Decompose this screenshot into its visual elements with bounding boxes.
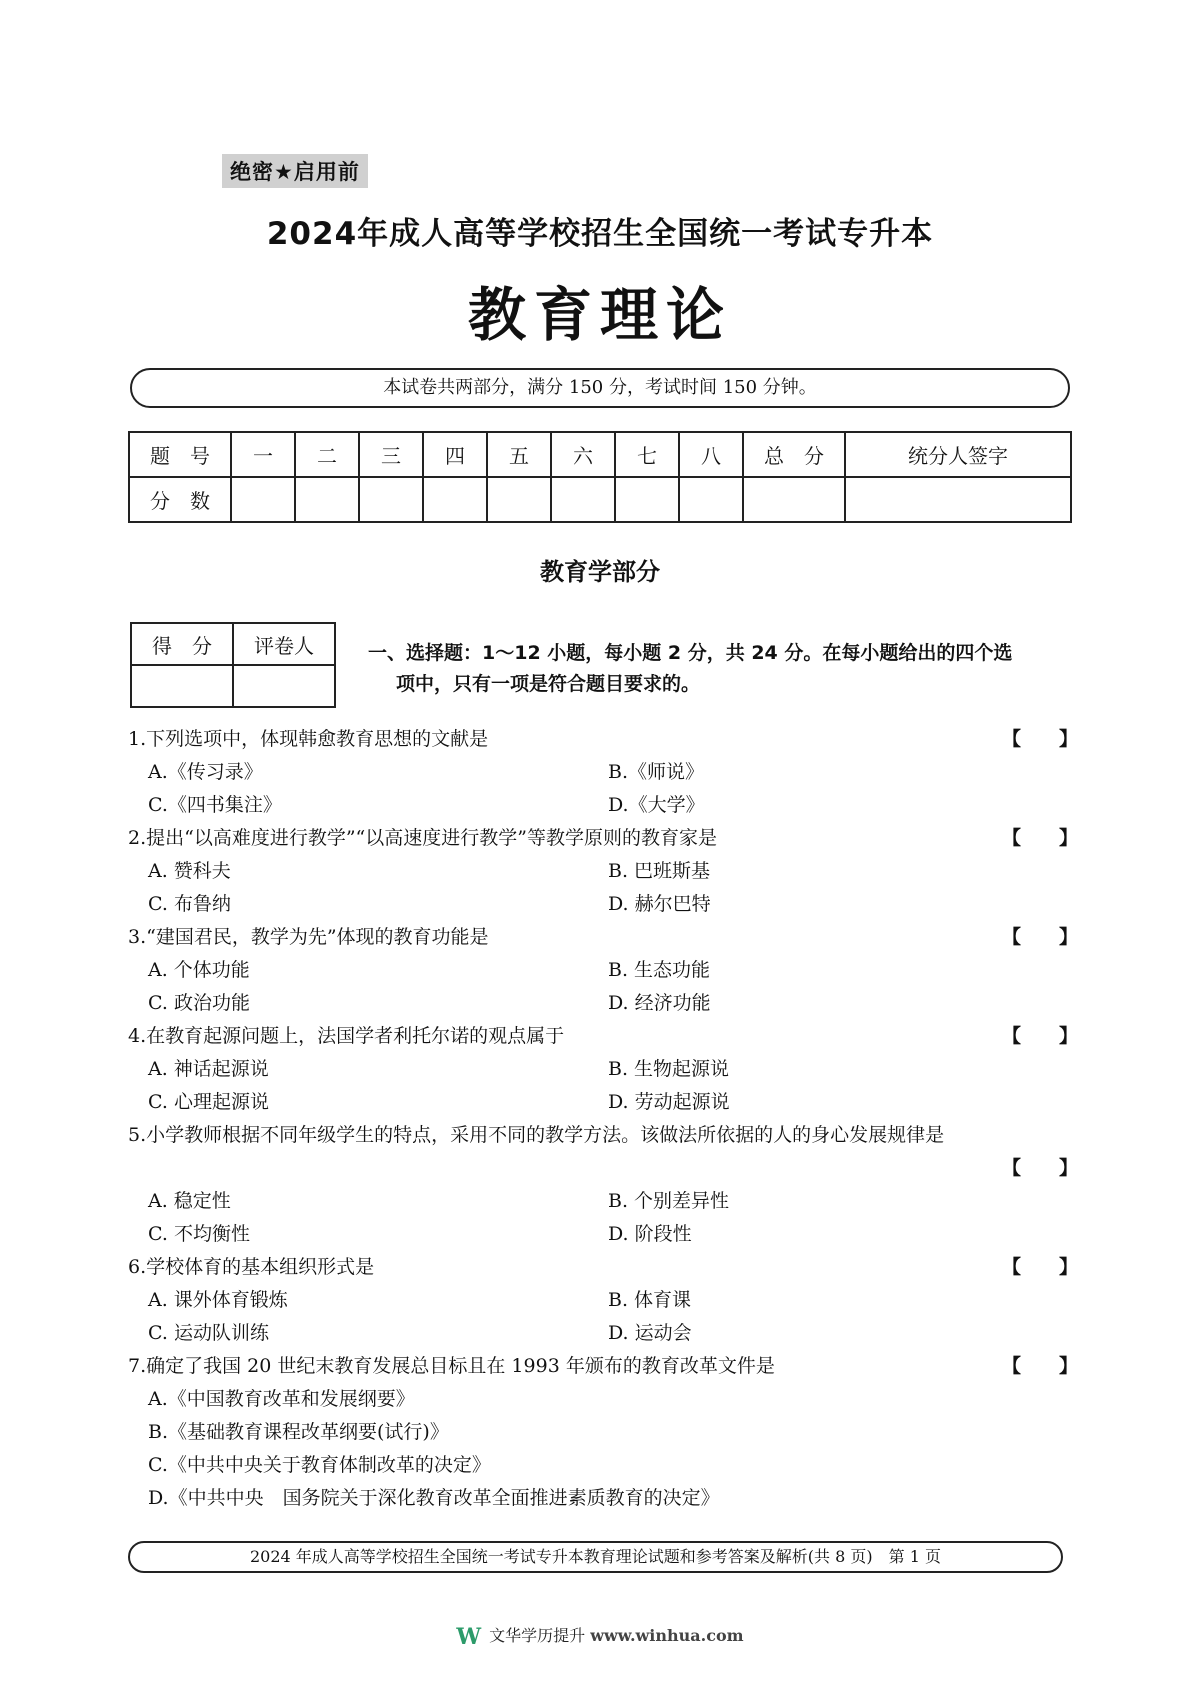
winhua-logo-icon: W xyxy=(456,1623,482,1650)
option: B. 生态功能 xyxy=(608,959,711,981)
score-header-cell: 六 xyxy=(551,432,615,477)
answer-bracket: 【 】 xyxy=(1002,926,1079,948)
answer-bracket: 【 】 xyxy=(1002,1355,1079,1377)
score-header-cell: 题 号 xyxy=(129,432,231,477)
score-cell xyxy=(231,477,295,522)
score-cell xyxy=(845,477,1071,522)
watermark-site: www.winhua.com xyxy=(590,1626,744,1645)
grader-name-label: 评卷人 xyxy=(233,623,335,665)
question-stem: 3.“建国君民，教学为先”体现的教育功能是 xyxy=(128,926,489,948)
grader-score-cell xyxy=(131,665,233,707)
option: C.《中共中央关于教育体制改革的决定》 xyxy=(148,1454,491,1476)
grader-table xyxy=(130,622,336,708)
exam-title: 2024年成人高等学校招生全国统一考试专升本 xyxy=(266,216,934,252)
option: B.《师说》 xyxy=(608,761,705,783)
score-cell xyxy=(615,477,679,522)
score-header-cell: 统分人签字 xyxy=(845,432,1071,477)
score-header-cell: 五 xyxy=(487,432,551,477)
score-header-cell: 一 xyxy=(231,432,295,477)
page-footer: 2024 年成人高等学校招生全国统一考试专升本教育理论试题和参考答案及解析(共 8 页) 第 1 页 xyxy=(128,1541,1063,1573)
question-stem: 7.确定了我国 20 世纪末教育发展总目标且在 1993 年颁布的教育改革文件是 xyxy=(128,1355,775,1377)
score-cell xyxy=(487,477,551,522)
score-cell xyxy=(679,477,743,522)
section-title: 教育学部分 xyxy=(540,558,660,586)
score-cell xyxy=(551,477,615,522)
option: D. 经济功能 xyxy=(608,992,711,1014)
option: D. 阶段性 xyxy=(608,1223,692,1245)
question-stem: 5.小学教师根据不同年级学生的特点，采用不同的教学方法。该做法所依据的人的身心发展规律是 xyxy=(128,1124,945,1146)
score-cell xyxy=(743,477,845,522)
subject-title: 教育理论 xyxy=(467,281,732,349)
option: D. 劳动起源说 xyxy=(608,1091,730,1113)
score-row-label: 分 数 xyxy=(129,477,231,522)
option: B. 个别差异性 xyxy=(608,1190,730,1212)
option: A.《中国教育改革和发展纲要》 xyxy=(148,1388,415,1410)
option: B. 巴班斯基 xyxy=(608,860,711,882)
watermark xyxy=(0,1623,1200,1650)
option: C. 运动队训练 xyxy=(148,1322,269,1344)
option: D.《中共中央 国务院关于深化教育改革全面推进素质教育的决定》 xyxy=(148,1487,720,1509)
answer-bracket: 【 】 xyxy=(1002,1157,1079,1179)
option: A. 神话起源说 xyxy=(148,1058,269,1080)
score-header-cell: 总 分 xyxy=(743,432,845,477)
score-header-cell: 四 xyxy=(423,432,487,477)
score-table-value-row xyxy=(129,477,1071,522)
question-stem: 4.在教育起源问题上，法国学者利托尔诺的观点属于 xyxy=(128,1025,565,1047)
score-header-cell: 七 xyxy=(615,432,679,477)
option: A. 个体功能 xyxy=(148,959,250,981)
option: C. 政治功能 xyxy=(148,992,250,1014)
score-cell xyxy=(359,477,423,522)
answer-bracket: 【 】 xyxy=(1002,1256,1079,1278)
option: A. 课外体育锻炼 xyxy=(148,1289,288,1311)
section-instruction xyxy=(368,638,1068,700)
option: D. 赫尔巴特 xyxy=(608,893,711,915)
option: A.《传习录》 xyxy=(148,761,263,783)
question-stem: 6.学校体育的基本组织形式是 xyxy=(128,1256,375,1278)
score-table xyxy=(128,431,1072,523)
option: C.《四书集注》 xyxy=(148,794,282,816)
answer-bracket: 【 】 xyxy=(1002,1025,1079,1047)
question-stem: 2.提出“以高难度进行教学”“以高速度进行教学”等教学原则的教育家是 xyxy=(128,827,717,849)
option: C. 不均衡性 xyxy=(148,1223,250,1245)
option: A. 稳定性 xyxy=(148,1190,231,1212)
exam-info-box: 本试卷共两部分，满分 150 分，考试时间 150 分钟。 xyxy=(130,368,1070,408)
question-stem: 1.下列选项中，体现韩愈教育思想的文献是 xyxy=(128,728,489,750)
option: B. 生物起源说 xyxy=(608,1058,730,1080)
option: A. 赞科夫 xyxy=(148,860,231,882)
option: B.《基础教育课程改革纲要(试行)》 xyxy=(148,1421,449,1443)
instruction-line: 一、选择题：1～12 小题，每小题 2 分，共 24 分。在每小题给出的四个选 xyxy=(368,642,1013,664)
watermark-brand: 文华学历提升 xyxy=(489,1626,586,1645)
option: B. 体育课 xyxy=(608,1289,692,1311)
answer-bracket: 【 】 xyxy=(1002,827,1079,849)
score-header-cell: 二 xyxy=(295,432,359,477)
option: C. 布鲁纳 xyxy=(148,893,231,915)
option: C. 心理起源说 xyxy=(148,1091,269,1113)
score-header-cell: 八 xyxy=(679,432,743,477)
confidential-label: 绝密★启用前 xyxy=(222,154,368,188)
option: D. 运动会 xyxy=(608,1322,692,1344)
score-header-cell: 三 xyxy=(359,432,423,477)
grader-name-cell xyxy=(233,665,335,707)
score-cell xyxy=(295,477,359,522)
score-cell xyxy=(423,477,487,522)
instruction-line: 项中，只有一项是符合题目要求的。 xyxy=(396,673,701,695)
answer-bracket: 【 】 xyxy=(1002,728,1079,750)
score-table-header-row xyxy=(129,432,1071,477)
grader-score-label: 得 分 xyxy=(131,623,233,665)
option: D.《大学》 xyxy=(608,794,705,816)
